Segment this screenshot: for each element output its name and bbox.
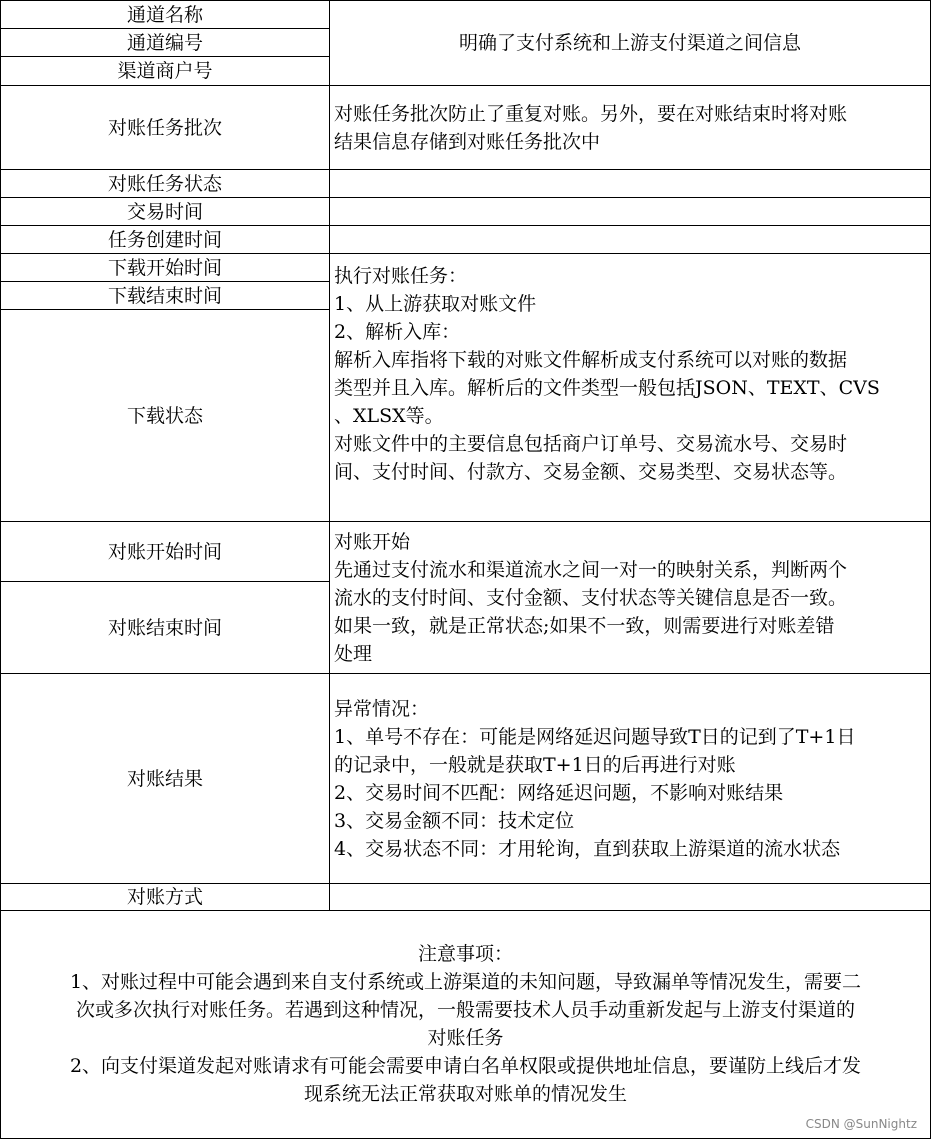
label-download-status: 下载状态 <box>0 309 330 522</box>
label-reconcile-end: 对账结束时间 <box>0 581 330 674</box>
notes-line: 2、向支付渠道发起对账请求有可能会需要申请白名单权限或提供地址信息，要谨防上线后才发 <box>69 1055 862 1077</box>
notes-section <box>0 910 931 1139</box>
label-reconcile-start: 对账开始时间 <box>0 521 330 582</box>
label-task-batch: 对账任务批次 <box>0 85 330 170</box>
desc-channel-info: 明确了支付系统和上游支付渠道之间信息 <box>329 0 931 86</box>
notes-line: 对账任务 <box>427 1027 504 1049</box>
desc-reconcile-result <box>329 673 931 884</box>
text-line: 对账文件中的主要信息包括商户订单号、交易流水号、交易时 <box>334 433 848 455</box>
label-create-time: 任务创建时间 <box>0 225 330 254</box>
text-line: 对账任务批次防止了重复对账。另外，要在对账结束时将对账 <box>334 102 848 125</box>
text-line: 对账开始 <box>334 530 411 553</box>
label-download-end: 下载结束时间 <box>0 281 330 310</box>
label-download-start: 下载开始时间 <box>0 253 330 282</box>
desc-download <box>329 253 931 522</box>
desc-reconcile-method <box>329 883 931 911</box>
notes-line: 次或多次执行对账任务。若遇到这种情况，一般需要技术人员手动重新发起与上游支付渠道的 <box>75 999 855 1021</box>
notes-title: 注意事项： <box>417 943 513 965</box>
text-line: 类型并且入库。解析后的文件类型一般包括JSON、TEXT、CVS <box>334 377 880 399</box>
desc-reconcile-process <box>329 521 931 674</box>
text-line: 异常情况： <box>334 697 430 720</box>
text-line: 2、交易时间不匹配：网络延迟问题，不影响对账结果 <box>334 781 784 804</box>
text-line: 执行对账任务： <box>334 265 468 287</box>
text-line: 3、交易金额不同：技术定位 <box>334 809 575 832</box>
text-line: 4、交易状态不同：才用轮询，直到获取上游渠道的流水状态 <box>334 837 841 860</box>
text-line: 、XLSX等。 <box>334 405 444 427</box>
text-line: 如果一致，就是正常状态;如果不一致，则需要进行对账差错 <box>334 614 835 637</box>
label-trade-time: 交易时间 <box>0 197 330 226</box>
notes-line: 1、对账过程中可能会遇到来自支付系统或上游渠道的未知问题，导致漏单等情况发生，需要二 <box>69 971 862 993</box>
text-line: 解析入库指将下载的对账文件解析成支付系统可以对账的数据 <box>334 349 848 371</box>
desc-trade-time <box>329 197 931 226</box>
label-reconcile-method: 对账方式 <box>0 883 330 911</box>
label-merchant-no: 渠道商户号 <box>0 56 330 86</box>
desc-task-batch <box>329 85 931 170</box>
desc-create-time <box>329 225 931 254</box>
label-task-status: 对账任务状态 <box>0 169 330 198</box>
label-channel-name: 通道名称 <box>0 0 330 29</box>
text-line: 结果信息存储到对账任务批次中 <box>334 130 601 153</box>
text-line: 先通过支付流水和渠道流水之间一对一的映射关系，判断两个 <box>334 558 848 581</box>
label-reconcile-result: 对账结果 <box>0 673 330 884</box>
text-line: 流水的支付时间、支付金额、支付状态等关键信息是否一致。 <box>334 586 848 609</box>
text-line: 的记录中，一般就是获取T+1日的后再进行对账 <box>334 753 736 776</box>
notes-line: 现系统无法正常获取对账单的情况发生 <box>303 1083 627 1105</box>
text-line: 间、支付时间、付款方、交易金额、交易类型、交易状态等。 <box>334 461 848 483</box>
text-line: 1、从上游获取对账文件 <box>334 293 537 315</box>
text-line: 处理 <box>334 642 373 665</box>
text-line: 2、解析入库： <box>334 321 461 343</box>
text-line: 1、单号不存在：可能是网络延迟问题导致T日的记到了T+1日 <box>334 725 856 748</box>
desc-task-status <box>329 169 931 198</box>
watermark: CSDN @SunNightz <box>805 1117 917 1131</box>
label-channel-no: 通道编号 <box>0 28 330 57</box>
